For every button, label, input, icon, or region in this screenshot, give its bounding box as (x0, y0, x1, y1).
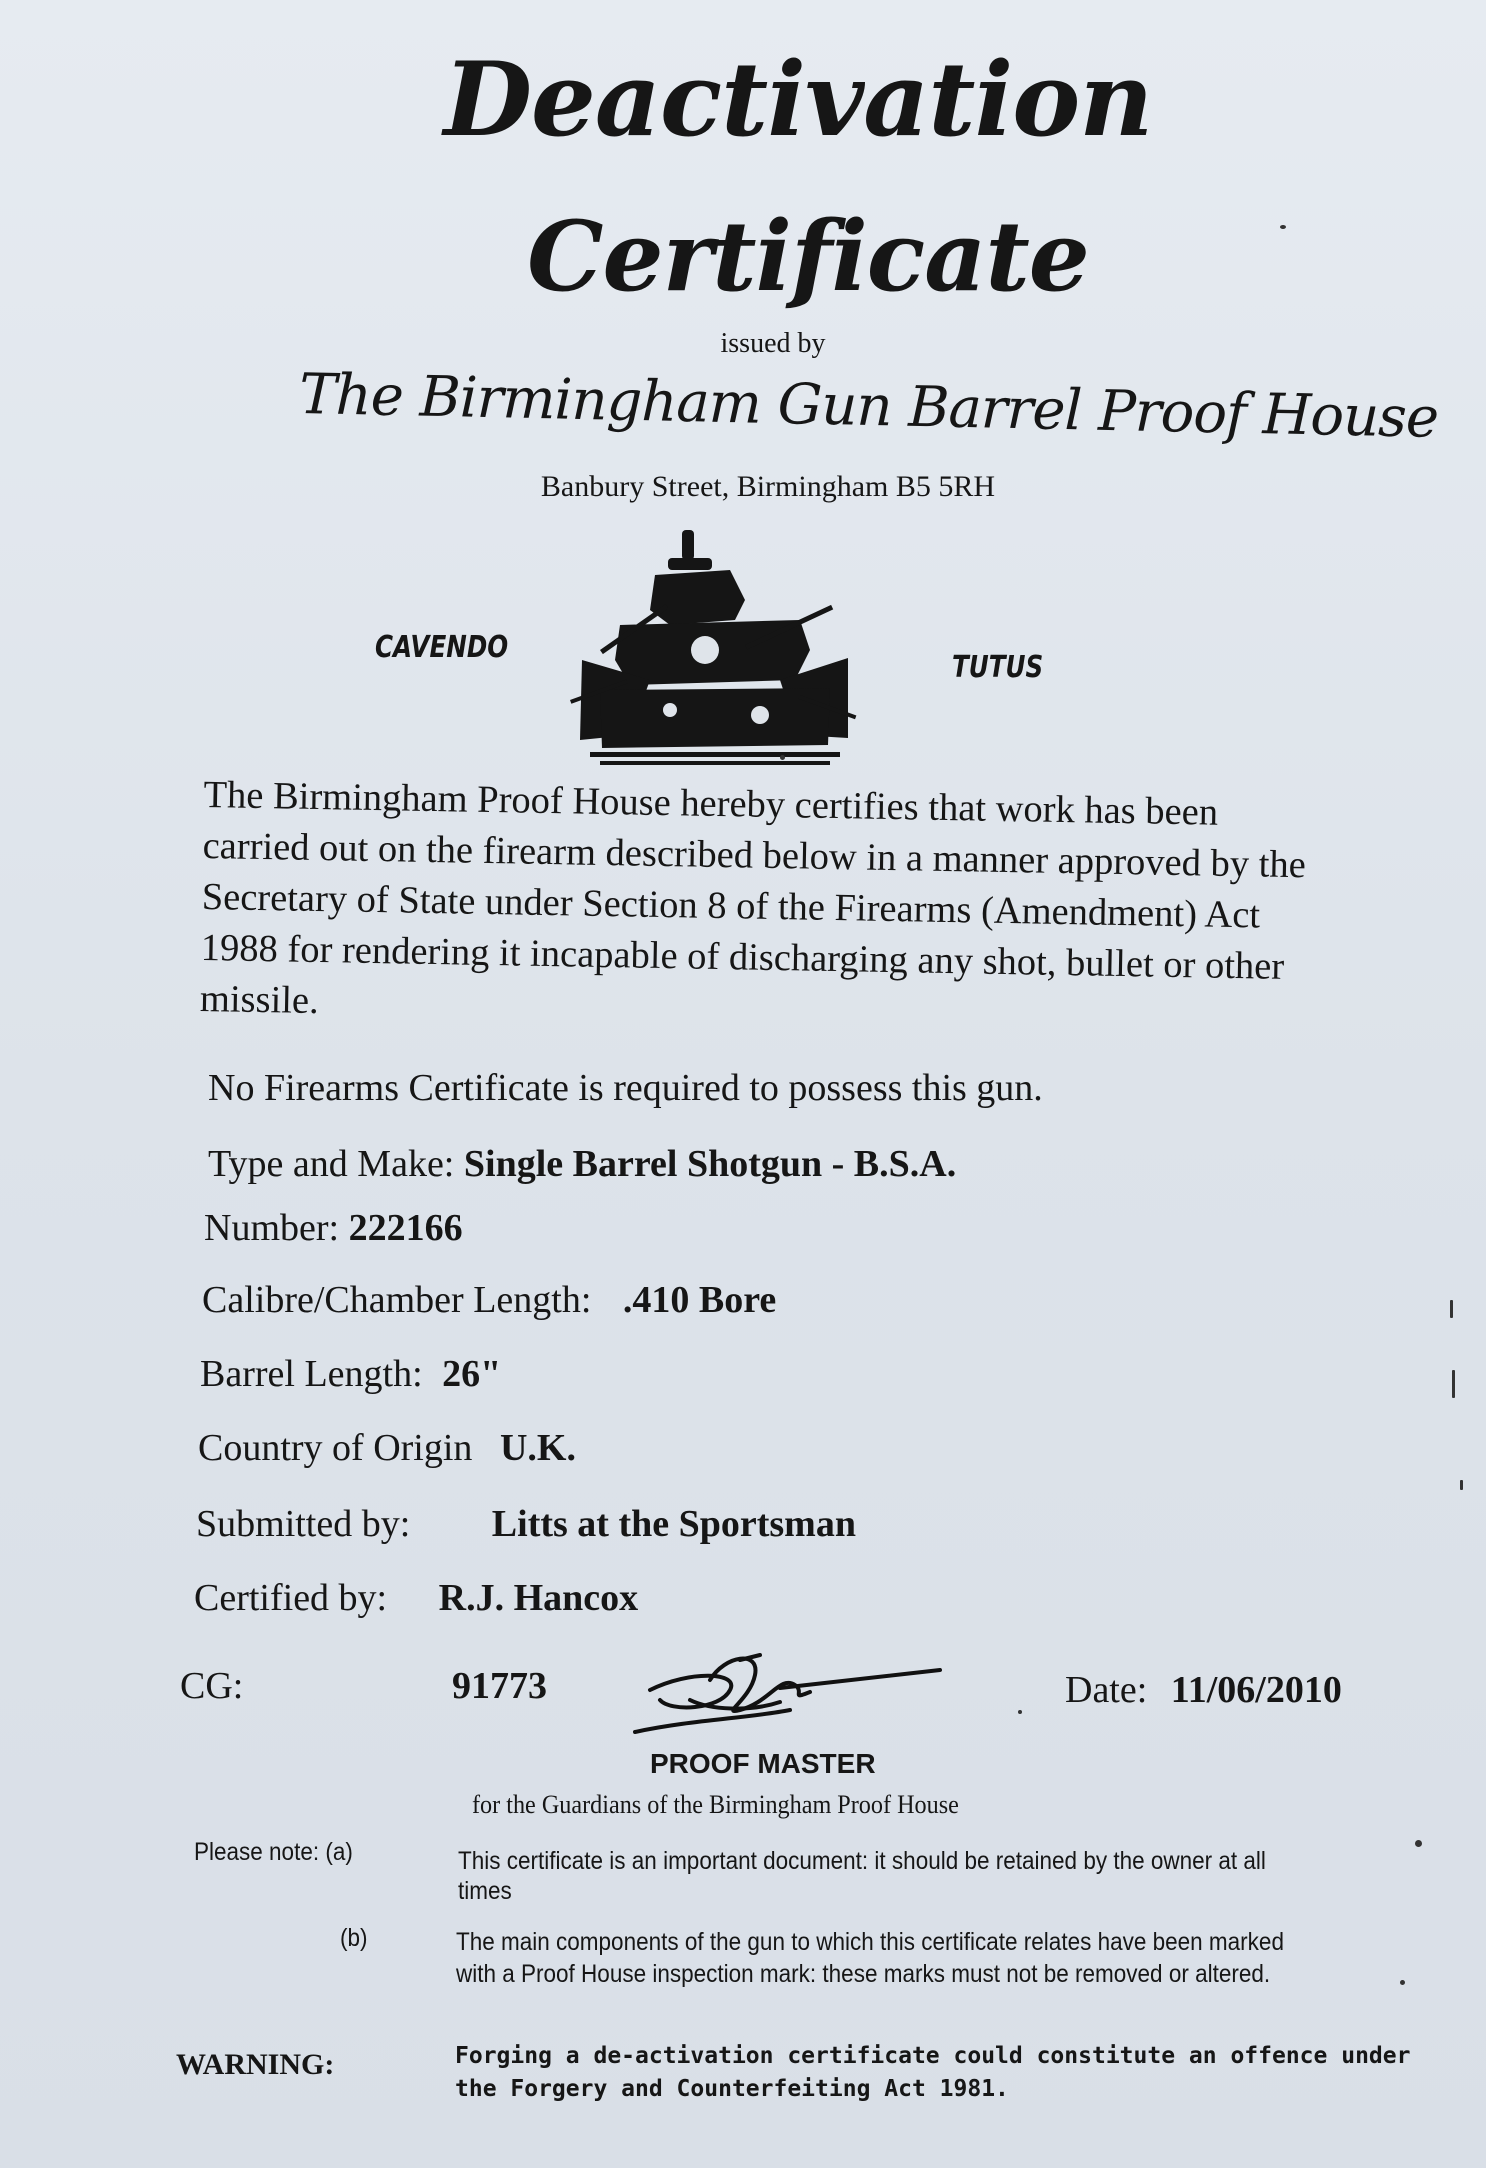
country-value: U.K. (499, 1427, 576, 1469)
issuer-name: The Birmingham Gun Barrel Proof House (298, 362, 1439, 451)
please-note-label: Please note: (a) (194, 1838, 353, 1866)
date-value: 11/06/2010 (1170, 1669, 1342, 1711)
type-and-make-row (208, 1142, 956, 1186)
certified-label: Certified by: (194, 1577, 388, 1619)
note-b-label: (b) (340, 1924, 368, 1952)
number-value: 222166 (348, 1207, 463, 1249)
certification-body: The Birmingham Proof House hereby certifies that work has been carried out on the firearm described below in a manner approved by the Secretary of State under Section 8 of the Firearms (Amendment) Act 1988 for rendering it incapable of discharging any shot, bullet or other missile. (199, 773, 1307, 1023)
calibre-row (202, 1278, 776, 1322)
motto-left: CAVENDO (375, 630, 509, 665)
barrel-value: 26" (442, 1353, 502, 1395)
calibre-label: Calibre/Chamber Length: (202, 1279, 592, 1321)
proof-house-crest-icon (560, 530, 870, 770)
guardians-subtitle: for the Guardians of the Birmingham Proof House (472, 1790, 959, 1819)
motto-right: TUTUS (952, 650, 1044, 685)
submitted-value: Litts at the Sportsman (491, 1503, 856, 1545)
barrel-label: Barrel Length: (200, 1353, 423, 1395)
signature-icon (630, 1640, 950, 1740)
issued-by-text: issued by (720, 328, 826, 359)
note-b-text: The main components of the gun to which this certificate relates have been marked with a Proof House inspection mark: these marks must not be removed or altered. (456, 1928, 1284, 1988)
certified-by-row (194, 1576, 638, 1620)
country-row (198, 1426, 576, 1470)
proof-master-title: PROOF MASTER (650, 1748, 876, 1779)
cg-value: 91773 (452, 1665, 547, 1707)
barrel-length-row (200, 1352, 501, 1396)
certified-value: R.J. Hancox (438, 1577, 639, 1619)
title-deactivation: Deactivation (443, 40, 1153, 160)
issuer-address: Banbury Street, Birmingham B5 5RH (540, 470, 996, 503)
warning-text: Forging a de-activation certificate could constitute an offence under the Forgery and Counterfeiting Act 1981. (455, 2043, 1411, 2102)
submitted-label: Submitted by: (196, 1503, 411, 1545)
calibre-value: .410 Bore (622, 1279, 777, 1321)
number-row (204, 1206, 463, 1250)
warning-label: WARNING: (176, 2048, 335, 2081)
note-a-text: This certificate is an important document: it should be retained by the owner at all times (458, 1847, 1266, 1905)
date-label: Date: (1065, 1669, 1148, 1711)
cg-label: CG: (180, 1665, 244, 1707)
country-label: Country of Origin (198, 1427, 473, 1469)
type-value: Single Barrel Shotgun - B.S.A. (463, 1143, 957, 1185)
no-firearms-certificate-note: No Firearms Certificate is required to possess this gun. (208, 1067, 1043, 1109)
title-certificate: Certificate (527, 200, 1089, 313)
number-label: Number: (204, 1207, 340, 1249)
submitted-by-row (196, 1502, 856, 1546)
date-row (1065, 1668, 1342, 1712)
type-label: Type and Make: (208, 1143, 455, 1185)
